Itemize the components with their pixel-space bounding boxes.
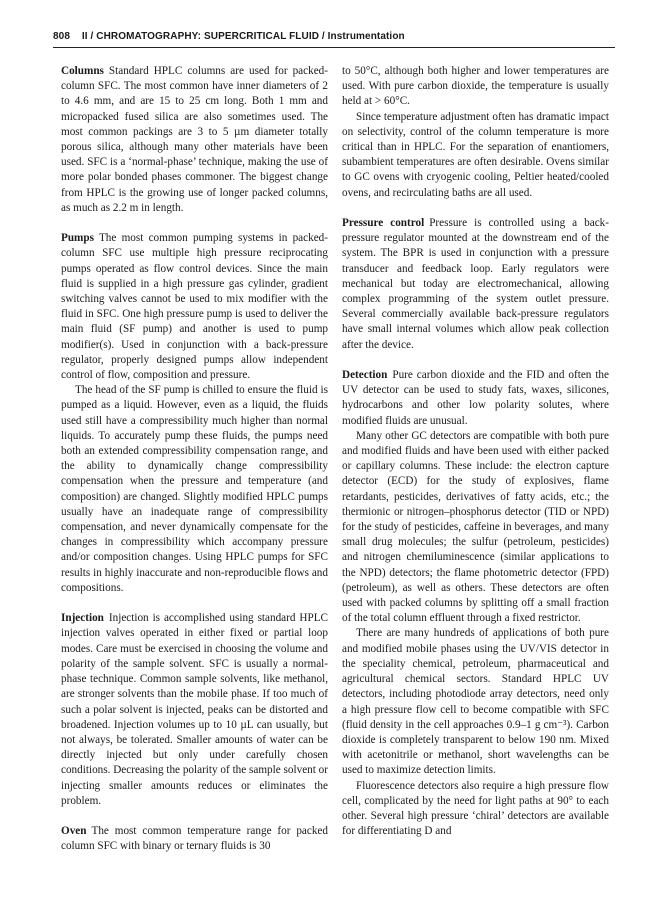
section-heading-detection: Detection [342, 369, 388, 382]
paragraph-temperature: Since temperature adjustment often has dramatic impact on selectivity, control of the column temperature is more critical than in HPLC. For the separation of enantiomers, subambient temperatures are often desirable. Ovens similar to GC ovens with cryogenic cooling, Peltier heated/cooled ovens, and recirculating baths are all used. [342, 110, 609, 199]
paragraph-pumps: Pumps The most common pumping systems in packed-column SFC use multiple high pressure reciprocating pumps operated as flow control devices. Since the main fluid is supplied in a high pressure gas cylinder, gradient switching valves cannot be used to mix modifier with the fluid in SFC. One high pressure pump is used to deliver the main fluid (SF pump) and another is used to pump modifier(s). Used in conjunction with a back-pressure regulator, properly designed pumps allow independent control of flow, composition and pressure. [61, 232, 328, 382]
right-column [342, 64, 609, 839]
section-heading-oven: Oven [61, 825, 87, 838]
section-heading-pumps: Pumps [61, 232, 94, 245]
paragraph-fluorescence: Fluorescence detectors also require a high pressure flow cell, complicated by the need for light paths at 90° to each other. Several high pressure ‘chiral’ detectors are available for differentiating D and [342, 779, 609, 838]
running-title: II / CHROMATOGRAPHY: SUPERCRITICAL FLUID / Instrumentation [81, 31, 405, 42]
paragraph-columns: Columns Standard HPLC columns are used for packed-column SFC. The most common have inner diameters of 2 to 4.6 mm, and are 15 to 25 cm long. Both 1 mm and micropacked fused silica are also sometimes used. The most common packings are 3 to 5 µm diameter totally porous silica, although many other materials have been used. SFC is a ‘normal-phase’ technique, making the use of more polar bonded phases commoner. The biggest change from HPLC is the growing use of longer packed columns, as much as 2.2 m in length. [61, 65, 328, 214]
left-column [61, 64, 328, 855]
page-number: 808 [53, 31, 70, 42]
paragraph-pressure-control: Pressure control Pressure is controlled using a back-pressure regulator mounted at the downstream end of the system. The BPR is used in conjunction with a pressure transducer and feedback loop. Early regulators were mechanical but today are electromechanical, allowing complex programming of the system outlet pressure. Several commercially available back-pressure regulators have small internal volumes which allow peak collection after the device. [342, 217, 609, 351]
paragraph-uv-vis: There are many hundreds of applications of both pure and modified mobile phases using the UV/VIS detector in the speciality chemical, petroleum, pharmaceutical and agricultural chemical sectors. Standard HPLC UV detectors, including photodiode array detectors, need only a high pressure flow cell to become compatible with SFC (fluid density in the cell approaches 0.9–1 g cm⁻³). Carbon dioxide is completely transparent to below 190 nm. Mixed with acetonitrile or methanol, short wavelengths can be used to maximize detection limits. [342, 627, 609, 777]
paragraph-gc-detectors: Many other GC detectors are compatible with both pure and modified fluids and have been used with either packed or capillary columns. These include: the electron capture detector (ECD) for the study of explosives, flame retardants, pesticides, derivatives of fatty acids, etc.; the thermionic or nitrogen–phosphorus detector (TID or NPD) for the study of pesticides, caffeine in beverages, and many small drug molecules; the sulfur (petroleum, pesticides) and nitrogen chemiluminescence (similar applications to the NPD) detectors; the flame photometric detector (FPD)(petroleum), as well as others. These detectors are often used with packed columns by splitting off a small fraction of the total column effluent through a fixed restrictor. [342, 429, 609, 625]
running-header [53, 31, 613, 42]
paragraph-pumps-2: The head of the SF pump is chilled to ensure the fluid is pumped as a liquid. However, even as a liquid, the fluids used still have a compressibility much higher than normal liquids. To accurately pump these fluids, the pumps need both an extended compressibility compensation range, and the ability to dynamically change compressibility compensation when the pressure and temperature (and composition) are changed. Slightly modified HPLC pumps usually have an inadequate range of compressibility compensation, and never dynamically compensate for the changes in compressibility which accompany pressure and/or composition changes. Using HPLC pumps for SFC results in highly inaccurate and non-reproducible flows and compositions. [61, 384, 328, 594]
paragraph-detection: Detection Pure carbon dioxide and the FID and often the UV detector can be used to study fats, waxes, silicones, hydrocarbons and other low polarity solutes, where modified fluids are unusual. [342, 369, 609, 427]
paragraph-injection: Injection Injection is accomplished using standard HPLC injection valves operated in either fixed or partial loop modes. Care must be exercised in choosing the volume and polarity of the sample solvent. SFC is usually a normal-phase technique. Common sample solvents, like methanol, are stronger solvents than the mobile phase. If too much of such a polar solvent is injected, peaks can be distorted and broadened. Injection volumes up to 10 µL can usually, but not always, be tolerated. Smaller amounts of water can be directly injected but only under carefully chosen conditions. Decreasing the polarity of the sample solvent or injecting smaller amounts reduces or eliminates the problem. [61, 612, 328, 807]
paragraph-oven: Oven The most common temperature range for packed column SFC with binary or ternary fluids is 30 [61, 825, 328, 853]
section-heading-pressure-control: Pressure control [342, 217, 425, 230]
section-heading-injection: Injection [61, 612, 104, 625]
header-rule [53, 47, 615, 48]
paragraph-oven-continued: to 50°C, although both higher and lower temperatures are used. With pure carbon dioxide, the temperature is usually held at > 60°C. [342, 65, 609, 108]
section-heading-columns: Columns [61, 65, 104, 77]
